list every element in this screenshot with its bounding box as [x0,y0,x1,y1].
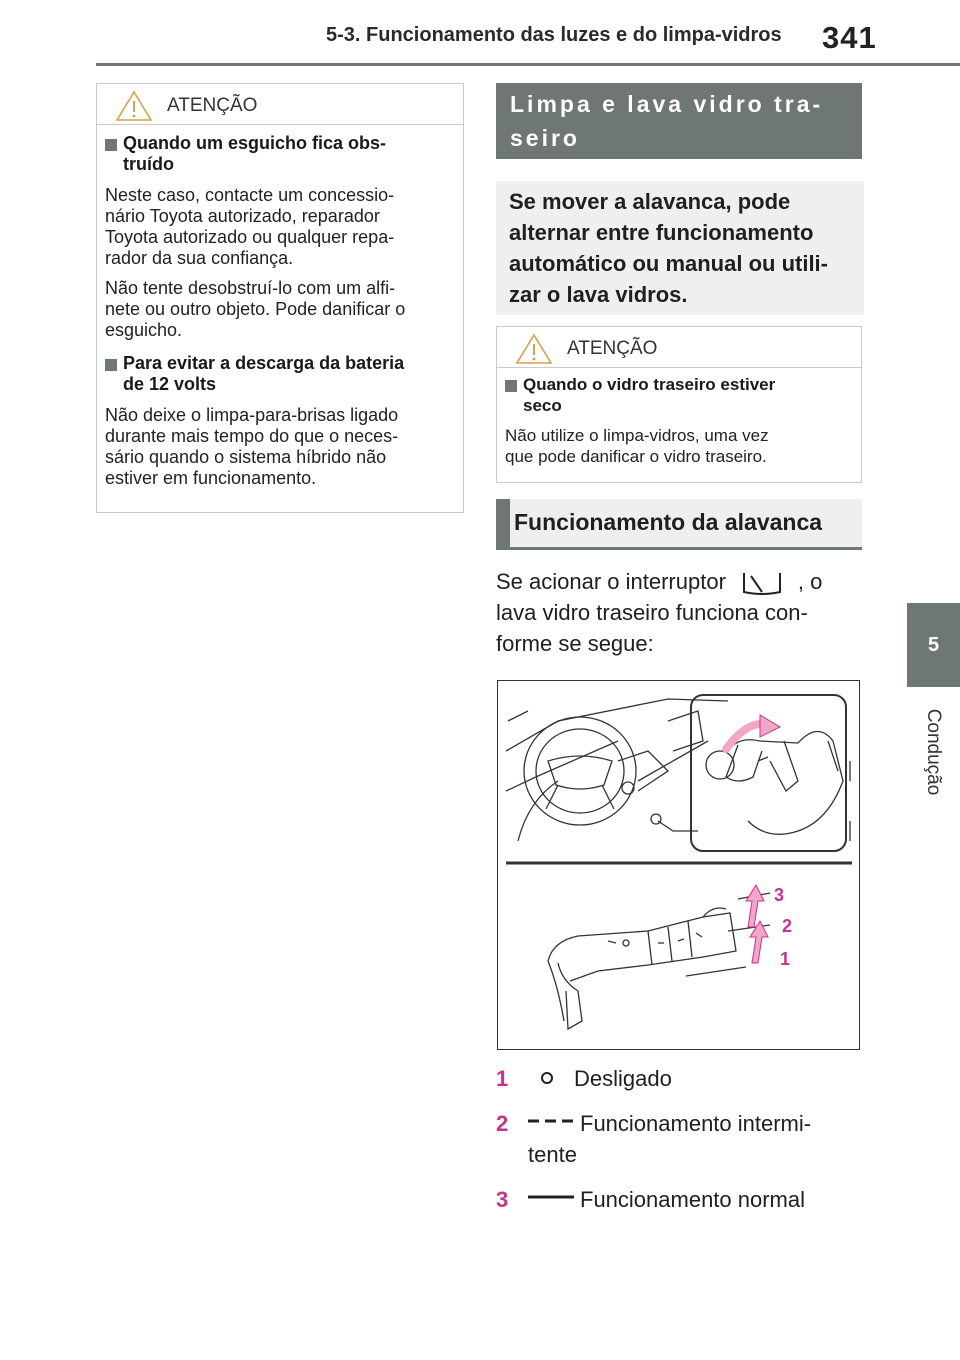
header-rule [96,63,960,66]
warning-triangle-icon [515,333,553,365]
header-title: 5-3. Funcionamento das luzes e do limpa-vidros [326,24,782,46]
warning-header [97,84,463,125]
list-item: 2 Funcionamento intermi- tente [496,1108,866,1170]
chapter-number: 5 [927,633,940,656]
section-title-lever: Funcionamento da alavanca [496,499,862,550]
bullet-square-icon [105,139,117,151]
warning-subheading: Quando o vidro traseiro estiver seco [505,374,853,416]
warning-title: ATENÇÃO [167,95,258,116]
warning-box-left [96,83,464,513]
solid-line-icon [526,1184,576,1215]
bullet-square-icon [105,359,117,371]
warning-paragraph: Não tente desobstruí-lo com um alfi- nete ou outro objeto. Pode danificar o esguicho. [105,278,406,340]
circle-off-icon [536,1063,558,1094]
list-item: 3 Funcionamento normal [496,1184,866,1215]
list-item: 1 Desligado [496,1063,866,1094]
lever-illustration [497,680,860,1050]
warning-paragraph: Neste caso, contacte um concessio- nário Toyota autorizado, reparador Toyota autorizado ou qualquer repa- rador da sua confiança. [105,185,395,268]
warning-paragraph: Não deixe o limpa-para-brisas ligado durante mais tempo do que o neces- sário quando o sistema híbrido não estiver em funcionamento. [105,405,399,488]
callout-2: 2 [782,916,793,936]
warning-title: ATENÇÃO [567,338,658,359]
warning-paragraph: Não utilize o limpa-vidros, uma vez que pode danificar o vidro traseiro. [505,426,769,466]
section-title-rear-wiper: Limpa e lava vidro tra- seiro [496,83,862,159]
page-number: 341 [822,20,877,55]
warning-subheading: Para evitar a descarga da bateria de 12 volts [105,353,455,395]
lever-diagram [498,681,859,1049]
chapter-tab [907,603,960,687]
rear-wiper-icon [734,570,790,596]
warning-box-right [496,326,862,483]
bullet-square-icon [505,380,517,392]
lever-intro-text: Se acionar o interruptor , o lava vidro traseiro funciona con- forme se segue: [496,569,823,656]
warning-triangle-icon [115,90,153,122]
dashed-line-icon [526,1108,576,1139]
section-summary: Se mover a alavanca, pode alternar entre funcionamento automático ou manual ou utili- zar o lava vidros. [496,181,864,315]
callout-3: 3 [774,885,785,905]
warning-subheading: Quando um esguicho fica obs- truído [105,133,455,175]
chapter-label: Condução [923,708,944,796]
warning-header [497,327,861,368]
callout-1: 1 [780,949,791,969]
